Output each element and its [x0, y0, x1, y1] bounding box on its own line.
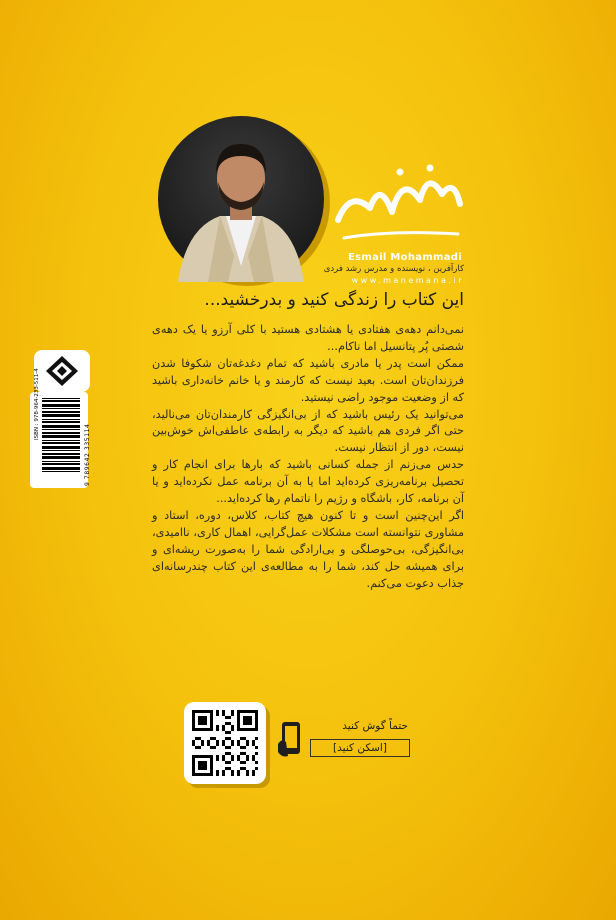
- isbn-barcode: [30, 368, 91, 488]
- body-paragraph: نمی‌دانم دهه‌ی هفتادی یا هشتادی هستید با کلی آرزو یا یک دهه‌ی شصتی پُر پتانسیل اما ناکام...: [152, 323, 464, 353]
- author-name-en: Esmail Mohammadi: [348, 252, 462, 263]
- isbn-label: ISBN : 978-964-233-511-4: [34, 368, 40, 440]
- author-portrait-icon: [158, 116, 324, 282]
- author-photo: [158, 116, 324, 282]
- cta-listen: حتماً گوش کنید: [342, 720, 408, 732]
- author-website: www.manemana.ir: [351, 276, 464, 285]
- headline: این کتاب را زندگی کنید و بدرخشید...: [204, 290, 464, 310]
- body-paragraph: ممکن است پدر یا مادری باشید که تمام دغدغه‌تان شکوفا شدن فرزندان‌تان است. بعید نیست که کارمند و یا خانم خانه‌داری باشید که از وضعیت موجود راضی نیستید.: [152, 356, 464, 404]
- body-paragraph: حدس می‌زنم از جمله کسانی باشید که بارها برای انجام کار و تحصیل برنامه‌ریزی کرده‌اید اما یا به آن برنامه عمل نکرده‌اید و یا آن برنامه، کار، باشگاه و رژیم را ناتمام رها کرده‌اید...: [152, 458, 464, 506]
- body-text: [152, 322, 464, 593]
- cta-scan: [اسکن کنید]: [310, 739, 410, 757]
- qr-code-icon: [192, 710, 258, 776]
- body-paragraph: اگر این‌چنین است و تا کنون هیچ کتاب، کلاس، دوره، استاد و مشاوری نتوانسته است مشکلات عمل‌گرایی، اهمال کاری، ناامیدی، بی‌انگیزگی، بی‌حوصلگی و بی‌ارادگی شما را به‌صورت ریشه‌ای و برای همیشه حل کند، شما را به مطالعه‌ی این کتاب چندرسانه‌ای جذاب دعوت می‌کنم.: [152, 508, 464, 590]
- barcode-icon: [42, 396, 80, 476]
- publisher-logo: [34, 350, 90, 392]
- phone-icon: [276, 720, 306, 760]
- isbn-digits: 9 789642 335114: [84, 423, 91, 486]
- body-paragraph: می‌توانید یک رئیس باشید که از بی‌انگیزگی کارمندان‌تان می‌نالید، حتی اگر فردی هم باشید که دیگر به رابطه‌ی عاطفی‌اش خوش‌بین نیست، دور از انتظار نیست.: [152, 407, 464, 455]
- qr-code[interactable]: [184, 702, 266, 784]
- author-signature: [330, 160, 465, 250]
- author-role: کارآفرین ، نویسنده و مدرس رشد فردی: [323, 264, 464, 274]
- publisher-logo-icon: [34, 350, 90, 392]
